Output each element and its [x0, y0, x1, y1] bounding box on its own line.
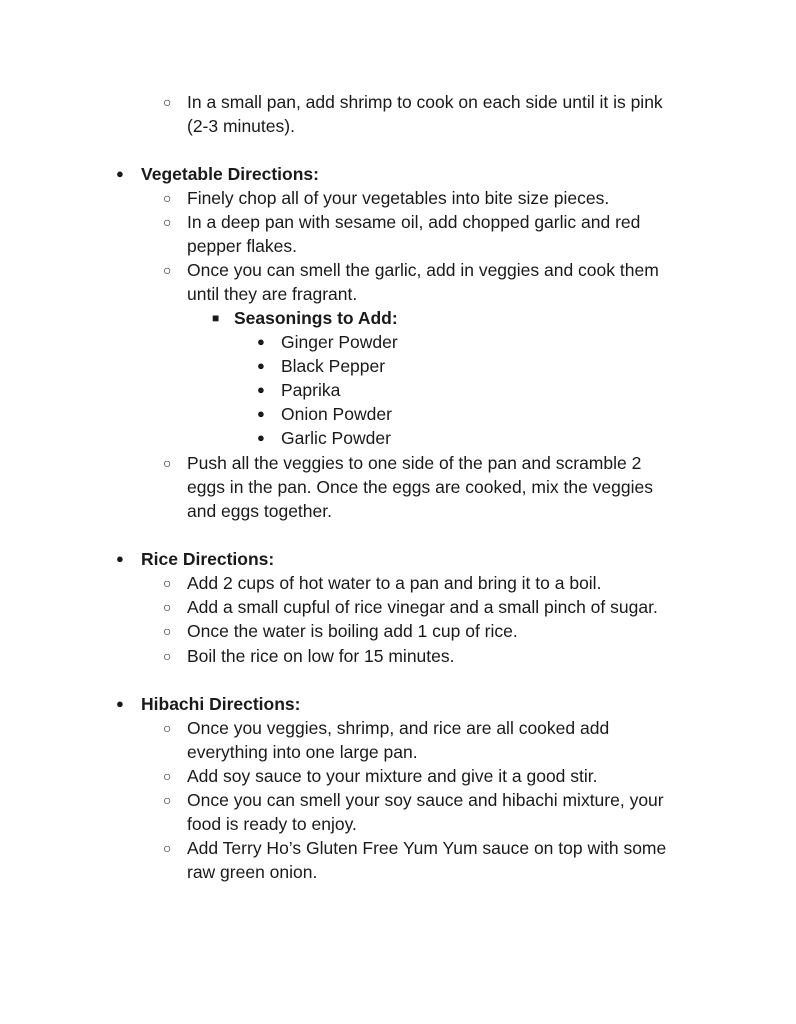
- list-item: Once the water is boiling add 1 cup of rice.: [187, 621, 518, 641]
- list-item-continuation: food is ready to enjoy.: [187, 814, 357, 834]
- disc-bullet: ●: [116, 166, 124, 181]
- seasoning-item: Onion Powder: [281, 404, 392, 424]
- list-item-continuation: raw green onion.: [187, 862, 318, 882]
- circle-bullet: ○: [163, 768, 172, 784]
- seasoning-item: Paprika: [281, 380, 341, 400]
- section-heading-rice: Rice Directions:: [141, 549, 275, 569]
- list-item: Add soy sauce to your mixture and give it a good stir.: [187, 766, 598, 786]
- circle-bullet: ○: [163, 648, 172, 664]
- list-item: Once you can smell your soy sauce and hibachi mixture, your: [187, 790, 664, 810]
- seasoning-item: Black Pepper: [281, 356, 386, 376]
- circle-bullet: ○: [163, 94, 172, 110]
- list-item: In a small pan, add shrimp to cook on each side until it is pink: [187, 92, 663, 112]
- list-item: Push all the veggies to one side of the pan and scramble 2: [187, 453, 642, 473]
- list-item: Once you can smell the garlic, add in veggies and cook them: [187, 260, 659, 280]
- circle-bullet: ○: [163, 720, 172, 736]
- circle-bullet: ○: [163, 792, 172, 808]
- list-item: Add Terry Ho’s Gluten Free Yum Yum sauce on top with some: [187, 838, 667, 858]
- list-item: Once you veggies, shrimp, and rice are all cooked add: [187, 718, 610, 738]
- list-item-continuation: (2-3 minutes).: [187, 116, 295, 136]
- circle-bullet: ○: [163, 599, 172, 615]
- list-item: Add a small cupful of rice vinegar and a small pinch of sugar.: [187, 597, 658, 617]
- circle-bullet: ○: [163, 840, 172, 856]
- list-item: In a deep pan with sesame oil, add chopped garlic and red: [187, 212, 641, 232]
- circle-bullet: ○: [163, 575, 172, 591]
- section-heading-vegetable: Vegetable Directions:: [141, 164, 319, 184]
- seasonings-heading: Seasonings to Add:: [234, 308, 398, 328]
- disc-bullet: ●: [116, 551, 124, 566]
- circle-bullet: ○: [163, 455, 172, 471]
- disc-bullet: ●: [257, 382, 265, 397]
- disc-bullet: ●: [257, 406, 265, 421]
- disc-bullet: ●: [116, 696, 124, 711]
- list-item-continuation: pepper flakes.: [187, 236, 297, 256]
- list-item-continuation: everything into one large pan.: [187, 742, 418, 762]
- list-item: Boil the rice on low for 15 minutes.: [187, 646, 455, 666]
- circle-bullet: ○: [163, 190, 172, 206]
- list-item: Add 2 cups of hot water to a pan and bring it to a boil.: [187, 573, 602, 593]
- list-item-continuation: and eggs together.: [187, 501, 332, 521]
- disc-bullet: ●: [257, 430, 265, 445]
- list-item-continuation: until they are fragrant.: [187, 284, 358, 304]
- disc-bullet: ●: [257, 358, 265, 373]
- section-heading-hibachi: Hibachi Directions:: [141, 694, 301, 714]
- list-item: Finely chop all of your vegetables into bite size pieces.: [187, 188, 610, 208]
- seasoning-item: Ginger Powder: [281, 332, 398, 352]
- disc-bullet: ●: [257, 334, 265, 349]
- seasoning-item: Garlic Powder: [281, 428, 391, 448]
- list-item-continuation: eggs in the pan. Once the eggs are cooked, mix the veggies: [187, 477, 653, 497]
- circle-bullet: ○: [163, 623, 172, 639]
- circle-bullet: ○: [163, 214, 172, 230]
- square-bullet: ■: [212, 311, 220, 325]
- circle-bullet: ○: [163, 262, 172, 278]
